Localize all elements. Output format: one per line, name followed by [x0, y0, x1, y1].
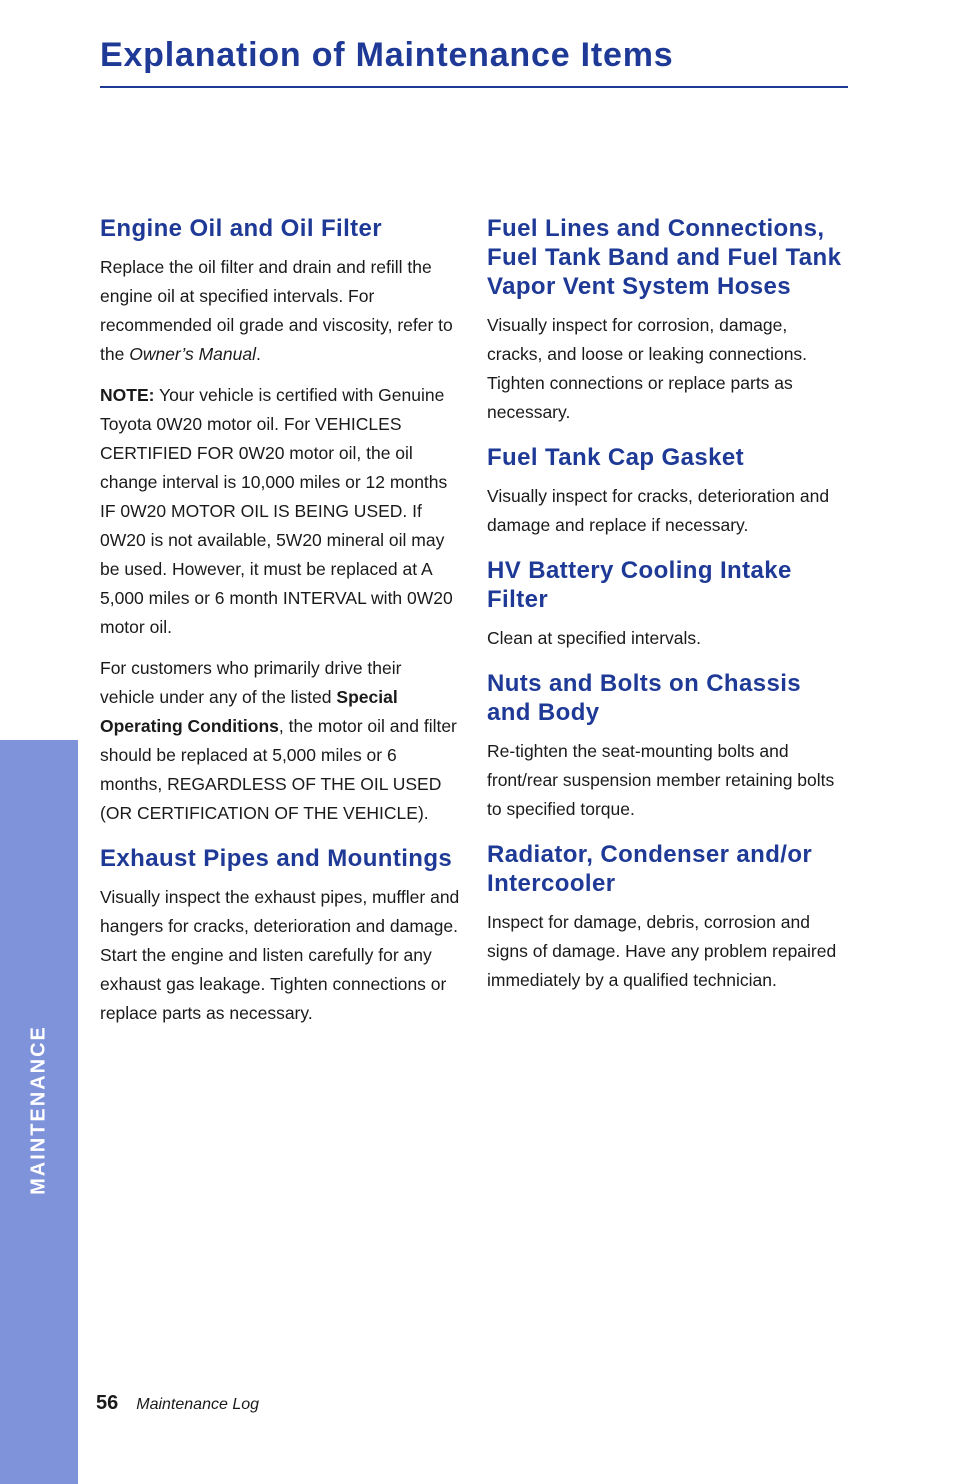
section-fuel-cap: [487, 443, 847, 540]
section-heading: Engine Oil and Oil Filter: [100, 215, 383, 242]
section-exhaust: [100, 844, 460, 1028]
section-hv-battery: [487, 556, 847, 653]
page-number: 56: [96, 1392, 119, 1414]
section-heading: Exhaust Pipes and Mountings: [100, 845, 453, 872]
note-text: Your vehicle is certified with Genuine Toyota 0W20 motor oil. For VEHICLES CERTIFIED FOR 0W20 motor oil, the oil change interval is 10,000 miles or 12 months IF 0W20 MOTOR OIL IS BEING USED. If 0W20 is not available, 5W20 mineral oil may be used. However, it must be replaced at A 5,000 miles or 6 month INTERVAL with 0W20 motor oil.: [100, 385, 453, 637]
footer-title: Maintenance Log: [136, 1396, 260, 1413]
section-body: Visually inspect for corrosion, damage, cracks, and loose or leaking connections. Tighten connections or replace parts as necessary.: [487, 315, 808, 422]
section-radiator: [487, 840, 847, 995]
section-heading: Nuts and Bolts on Chassis and Body: [487, 670, 802, 726]
section-heading: HV Battery Cooling Intake Filter: [487, 557, 792, 613]
section-heading: Radiator, Condenser and/or Intercooler: [487, 841, 813, 897]
right-column: [487, 214, 847, 1011]
section-body: Visually inspect the exhaust pipes, muffler and hangers for cracks, deterioration and damage. Start the engine and listen carefully for any exhaust gas leakage. Tighten connections or replace parts as necessary.: [100, 887, 460, 1023]
page-title: Explanation of Maintenance Items: [100, 36, 674, 74]
note-label: NOTE:: [100, 385, 155, 405]
page-footer: [96, 1392, 259, 1415]
section-heading: Fuel Tank Cap Gasket: [487, 444, 744, 471]
section-body: Visually inspect for cracks, deterioration and damage and replace if necessary.: [487, 486, 830, 535]
section-nuts-bolts: [487, 669, 847, 824]
section-engine-oil: [100, 214, 460, 828]
special-conditions-term: Special Operating Conditions: [100, 687, 398, 736]
section-body: Re-tighten the seat-mounting bolts and front/rear suspension member retaining bolts to specified torque.: [487, 741, 835, 819]
engine-oil-paragraph: [100, 253, 460, 369]
paragraph-text: Replace the oil filter and drain and refill the engine oil at specified intervals. For recommended oil grade and viscosity, refer to the: [100, 257, 453, 364]
engine-oil-note: [100, 381, 460, 642]
special-conditions-paragraph: [100, 654, 460, 828]
section-heading: Fuel Lines and Connections, Fuel Tank Band and Fuel Tank Vapor Vent System Hoses: [487, 215, 842, 300]
paragraph-text: For customers who primarily drive their vehicle under any of the listed: [100, 658, 402, 707]
left-column: [100, 214, 460, 1044]
title-divider: [100, 86, 848, 88]
paragraph-text: .: [255, 344, 261, 364]
section-body: Clean at specified intervals.: [487, 628, 701, 648]
section-body: Inspect for damage, debris, corrosion and signs of damage. Have any problem repaired immediately by a qualified technician.: [487, 912, 837, 990]
side-tab-label: MAINTENANCE: [27, 1025, 50, 1195]
owners-manual-reference: Owner’s Manual: [129, 344, 256, 364]
paragraph-text: , the motor oil and filter should be replaced at 5,000 miles or 6 months, REGARDLESS OF THE OIL USED (OR CERTIFICATION OF THE VEHICLE).: [100, 716, 457, 823]
section-fuel-lines: [487, 214, 847, 427]
